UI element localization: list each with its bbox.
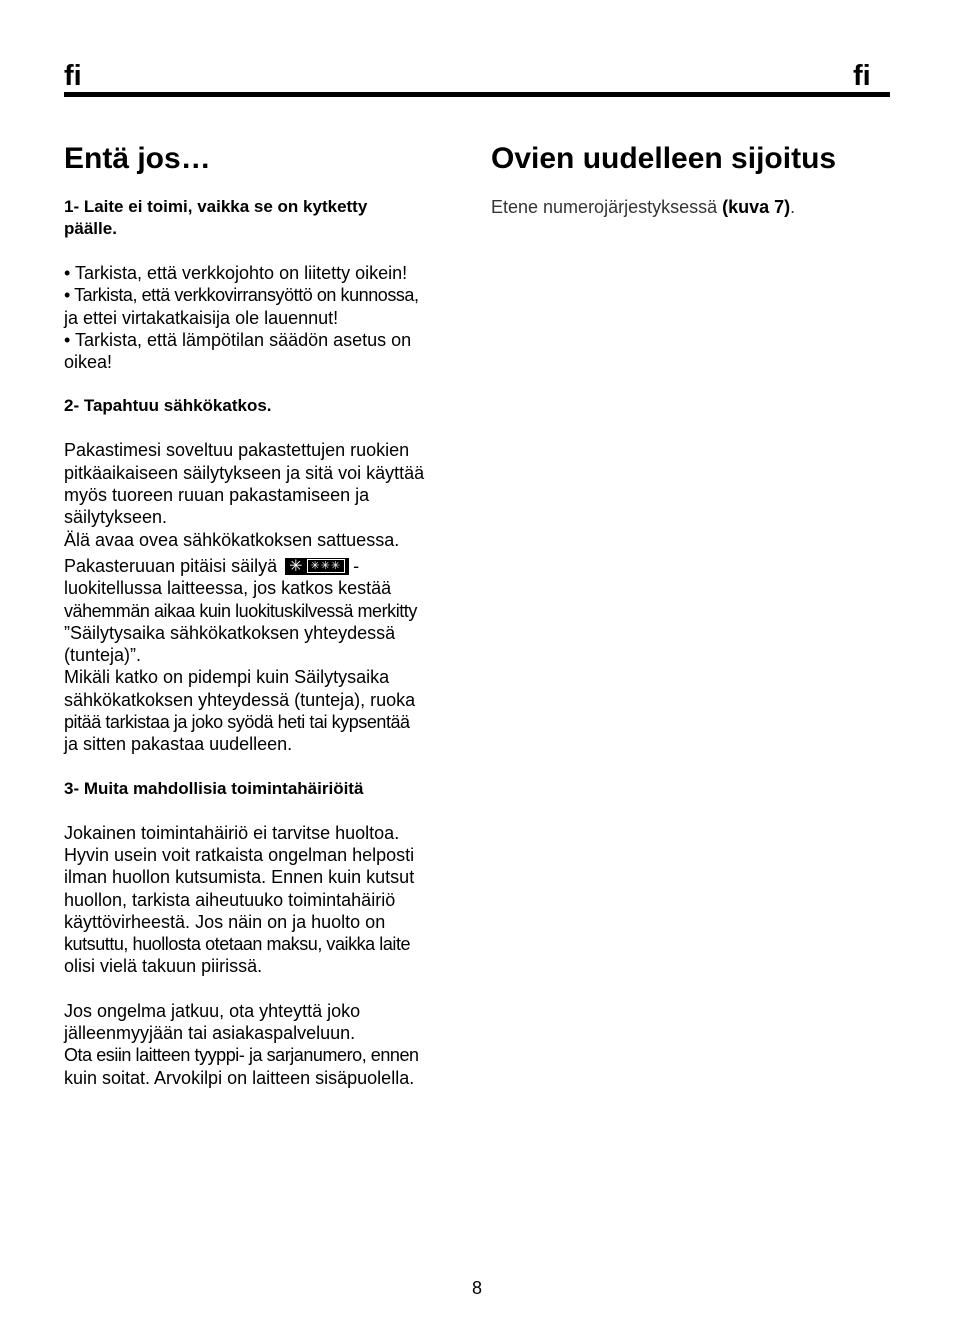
troubleshooting-column	[64, 136, 464, 1089]
figure-reference: (kuva 7)	[722, 197, 791, 217]
section-1-body: • Tarkista, että verkkojohto on liitetty oikein! • Tarkista, että verkkovirransyöttö on kunnossa, ja ettei virtakatkaisija ole lauennut! • Tarkista, että lämpötilan säädön asetus on oikea!	[64, 263, 419, 373]
section-3-heading: 3- Muita mahdollisia toimintahäiriöitä	[64, 778, 364, 798]
section-2-heading: 2- Tapahtuu sähkökatkos.	[64, 396, 272, 416]
section-2-body: Pakastimesi soveltuu pakastettujen ruokien pitkäaikaiseen säilytykseen ja sitä voi käyttää myös tuoreen ruuan pakastamiseen ja säilytykseen. Älä avaa ovea sähkökatkoksen sattuessa. Pakasteruuan pitäisi säilyä ✳ ✳✳✳ - luokitellussa laitteessa, jos katkos kestää vähemmän aikaa kuin luokituskilvessä merkitty ”Säilytysaika sähkökatkoksen yhteydessä (tunteja)”. Mikäli katko on pidempi kuin Säilytysaika sähkökatkoksen yhteydessä (tunteja), ruoka pitää tarkistaa ja joko syödä heti tai kypsentää ja sitten pakastaa uudelleen.	[64, 440, 425, 755]
door-reversal-title: Ovien uudelleen sijoitus	[491, 142, 837, 175]
four-star-freezer-icon: ✳ ✳✳✳	[285, 558, 349, 575]
troubleshooting-title: Entä jos…	[64, 142, 211, 175]
section-1	[64, 196, 464, 373]
section-3-paragraph-1: Jokainen toimintahäiriö ei tarvitse huoltoa. Hyvin usein voit ratkaista ongelman helposti ilman huollon kutsumista. Ennen kuin kutsut huollon, tarkista aiheutuuko toimintahäiriö käyttövirheestä. Jos näin on ja huolto on kutsuttu, huollosta otetaan maksu, vaikka laite olisi vielä takuun piirissä.	[64, 822, 415, 977]
language-code-left: fi	[64, 60, 82, 92]
section-3	[64, 778, 464, 1089]
section-3-paragraph-2: Jos ongelma jatkuu, ota yhteyttä joko jälleenmyyjään tai asiakaspalveluun. Ota esiin laitteen tyyppi- ja sarjanumero, ennen kuin soitat. Arvokilpi on laitteen sisäpuolella.	[64, 1000, 419, 1088]
badge-sentence-start: Pakasteruuan pitäisi säilyä	[64, 555, 278, 576]
header-rule	[64, 92, 890, 97]
language-code-right: fi	[853, 60, 871, 92]
section-2	[64, 395, 464, 755]
door-reversal-column	[491, 136, 891, 218]
section-1-heading: 1- Laite ei toimi, vaikka se on kytketty päälle.	[64, 197, 368, 238]
door-reversal-intro: Etene numerojärjestyksessä (kuva 7).	[491, 197, 796, 217]
badge-sentence-dash: -	[353, 555, 360, 576]
page-number: 8	[471, 1278, 482, 1298]
